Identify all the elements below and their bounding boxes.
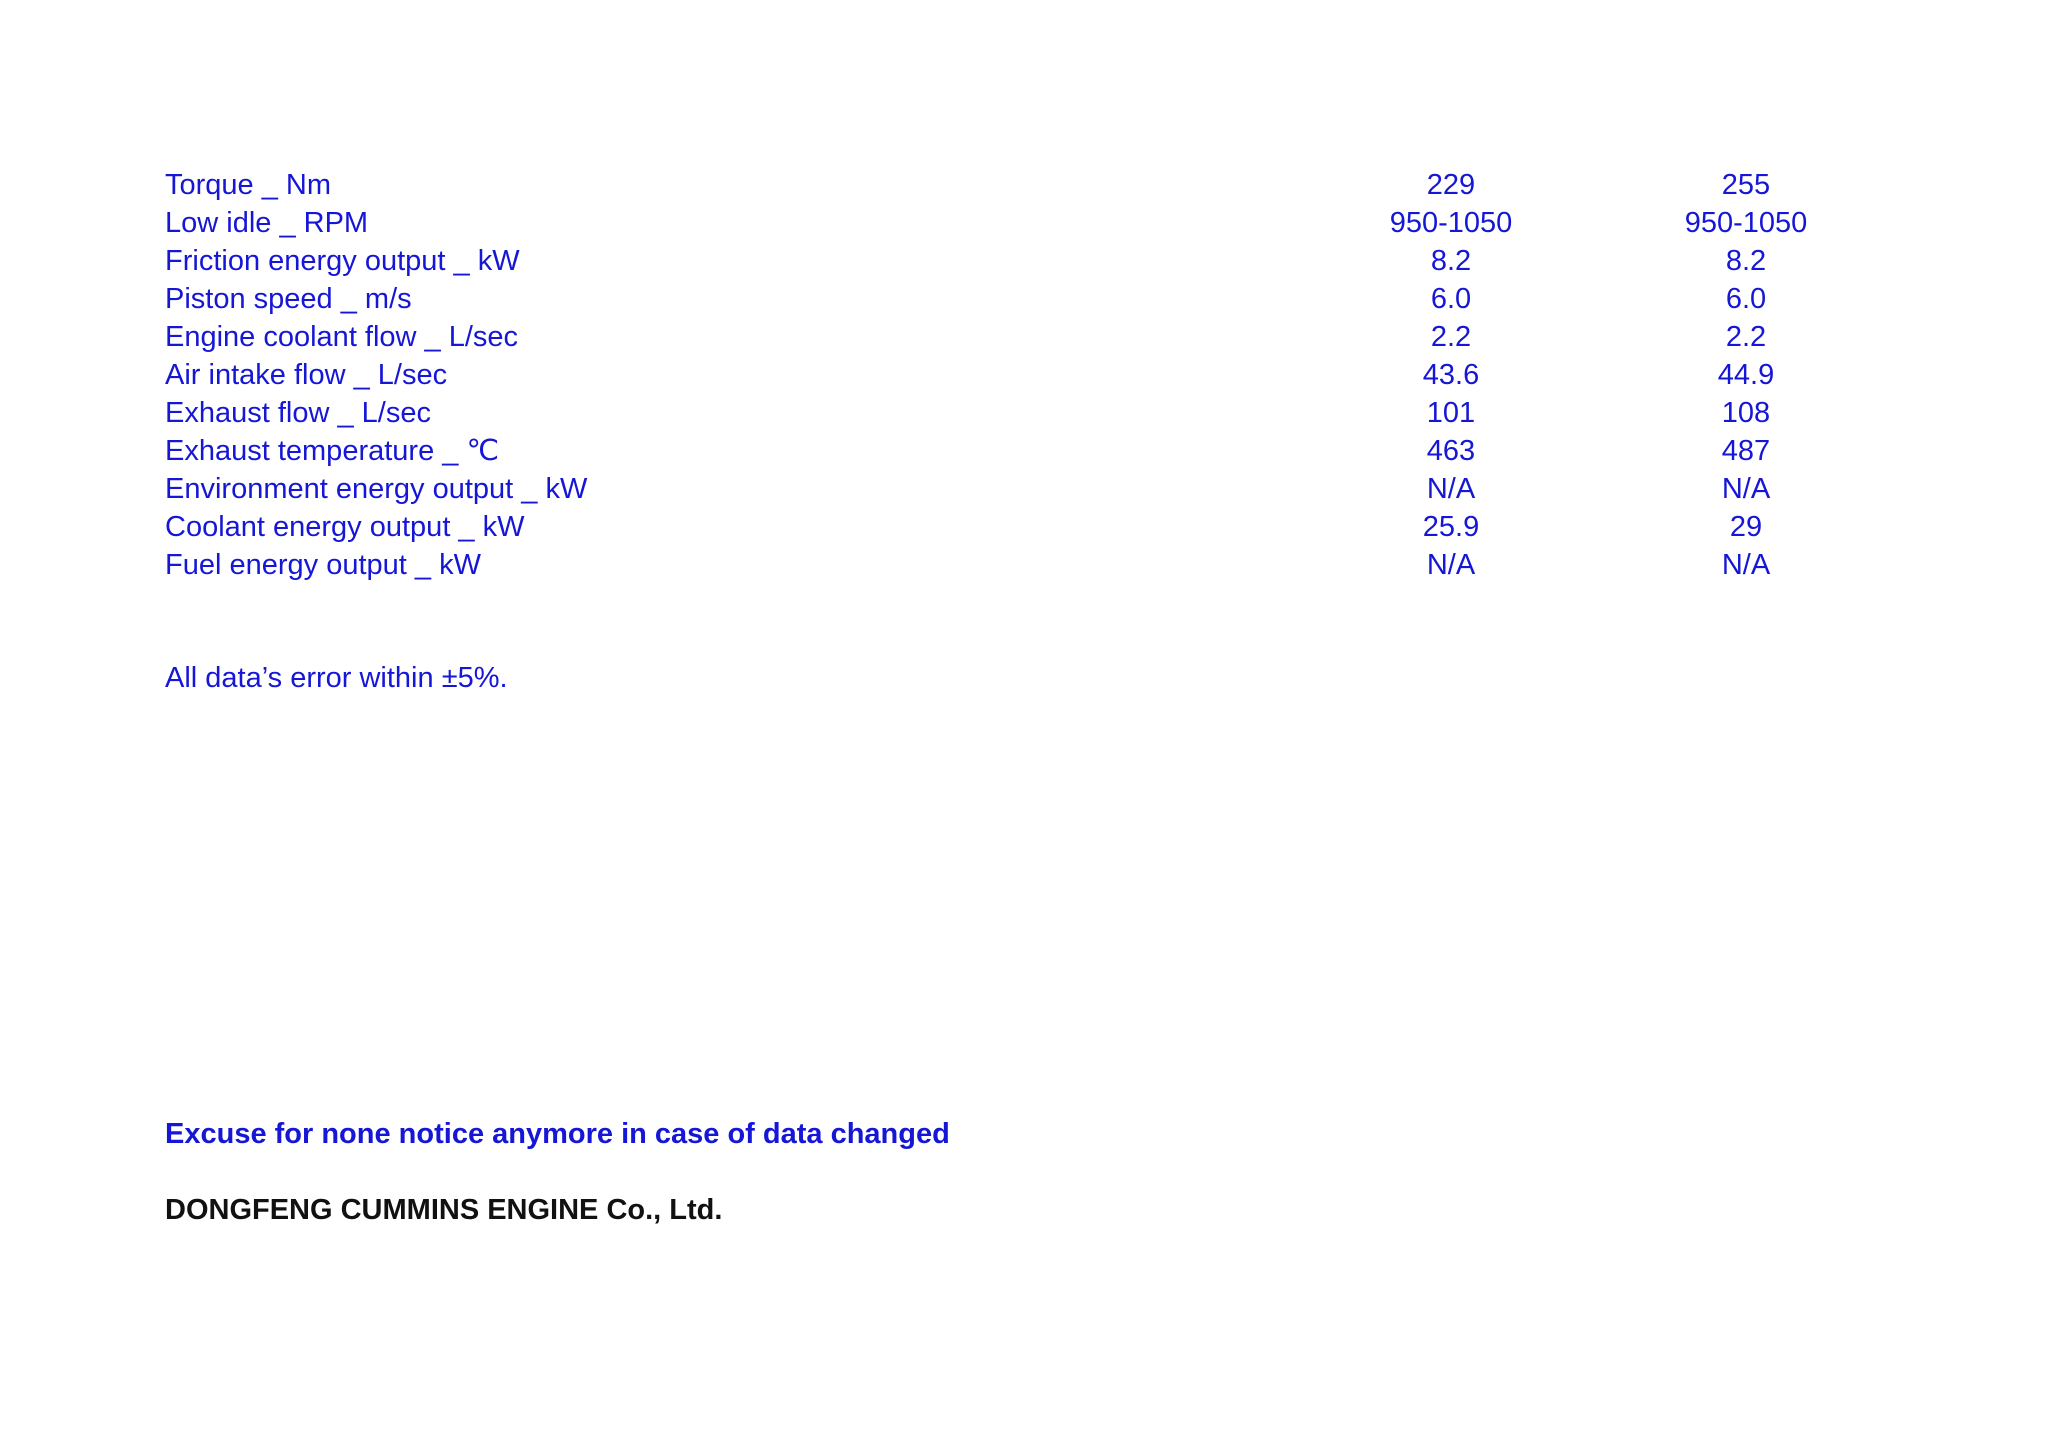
row-value-col1: 229 — [1426, 169, 1476, 201]
row-label: Torque _ Nm — [165, 169, 332, 201]
row-value-col2: 44.9 — [1717, 359, 1775, 391]
row-value-col1: 101 — [1426, 397, 1476, 429]
row-label: Environment energy output _ kW — [165, 473, 588, 505]
row-value-col2: 487 — [1721, 435, 1771, 467]
company-name: DONGFENG CUMMINS ENGINE Co., Ltd. — [165, 1194, 723, 1226]
row-value-col2: 8.2 — [1725, 245, 1767, 277]
row-value-col2: 255 — [1721, 169, 1771, 201]
row-label: Air intake flow _ L/sec — [165, 359, 448, 391]
table-row — [165, 204, 1865, 242]
row-label: Low idle _ RPM — [165, 207, 369, 239]
row-value-col2: 29 — [1729, 511, 1763, 543]
row-value-col1: 43.6 — [1422, 359, 1480, 391]
row-value-col1: 950-1050 — [1389, 207, 1513, 239]
row-value-col1: 463 — [1426, 435, 1476, 467]
row-label: Engine coolant flow _ L/sec — [165, 321, 519, 353]
row-value-col2: 950-1050 — [1684, 207, 1808, 239]
row-label: Exhaust flow _ L/sec — [165, 397, 431, 429]
table-row — [165, 318, 1865, 356]
row-label: Exhaust temperature _ ℃ — [165, 435, 500, 467]
table-row — [165, 470, 1865, 508]
table-row — [165, 242, 1865, 280]
row-value-col1: 25.9 — [1422, 511, 1480, 543]
table-row — [165, 356, 1865, 394]
row-value-col2: 2.2 — [1725, 321, 1767, 353]
row-value-col2: 108 — [1721, 397, 1771, 429]
row-value-col2: 6.0 — [1725, 283, 1767, 315]
table-row — [165, 432, 1865, 470]
row-value-col1: N/A — [1426, 549, 1476, 581]
table-row — [165, 546, 1865, 584]
row-value-col1: N/A — [1426, 473, 1476, 505]
row-label: Piston speed _ m/s — [165, 283, 412, 315]
row-value-col2: N/A — [1721, 549, 1771, 581]
data-change-notice: Excuse for none notice anymore in case of data changed — [165, 1118, 950, 1150]
error-tolerance-note: All data’s error within ±5%. — [165, 662, 508, 694]
row-value-col1: 6.0 — [1430, 283, 1472, 315]
table-row — [165, 508, 1865, 546]
row-value-col1: 2.2 — [1430, 321, 1472, 353]
row-label: Friction energy output _ kW — [165, 245, 520, 277]
table-row — [165, 394, 1865, 432]
table-row — [165, 166, 1865, 204]
row-value-col2: N/A — [1721, 473, 1771, 505]
row-label: Coolant energy output _ kW — [165, 511, 525, 543]
row-label: Fuel energy output _ kW — [165, 549, 481, 581]
spec-table — [165, 166, 1865, 584]
row-value-col1: 8.2 — [1430, 245, 1472, 277]
table-row — [165, 280, 1865, 318]
